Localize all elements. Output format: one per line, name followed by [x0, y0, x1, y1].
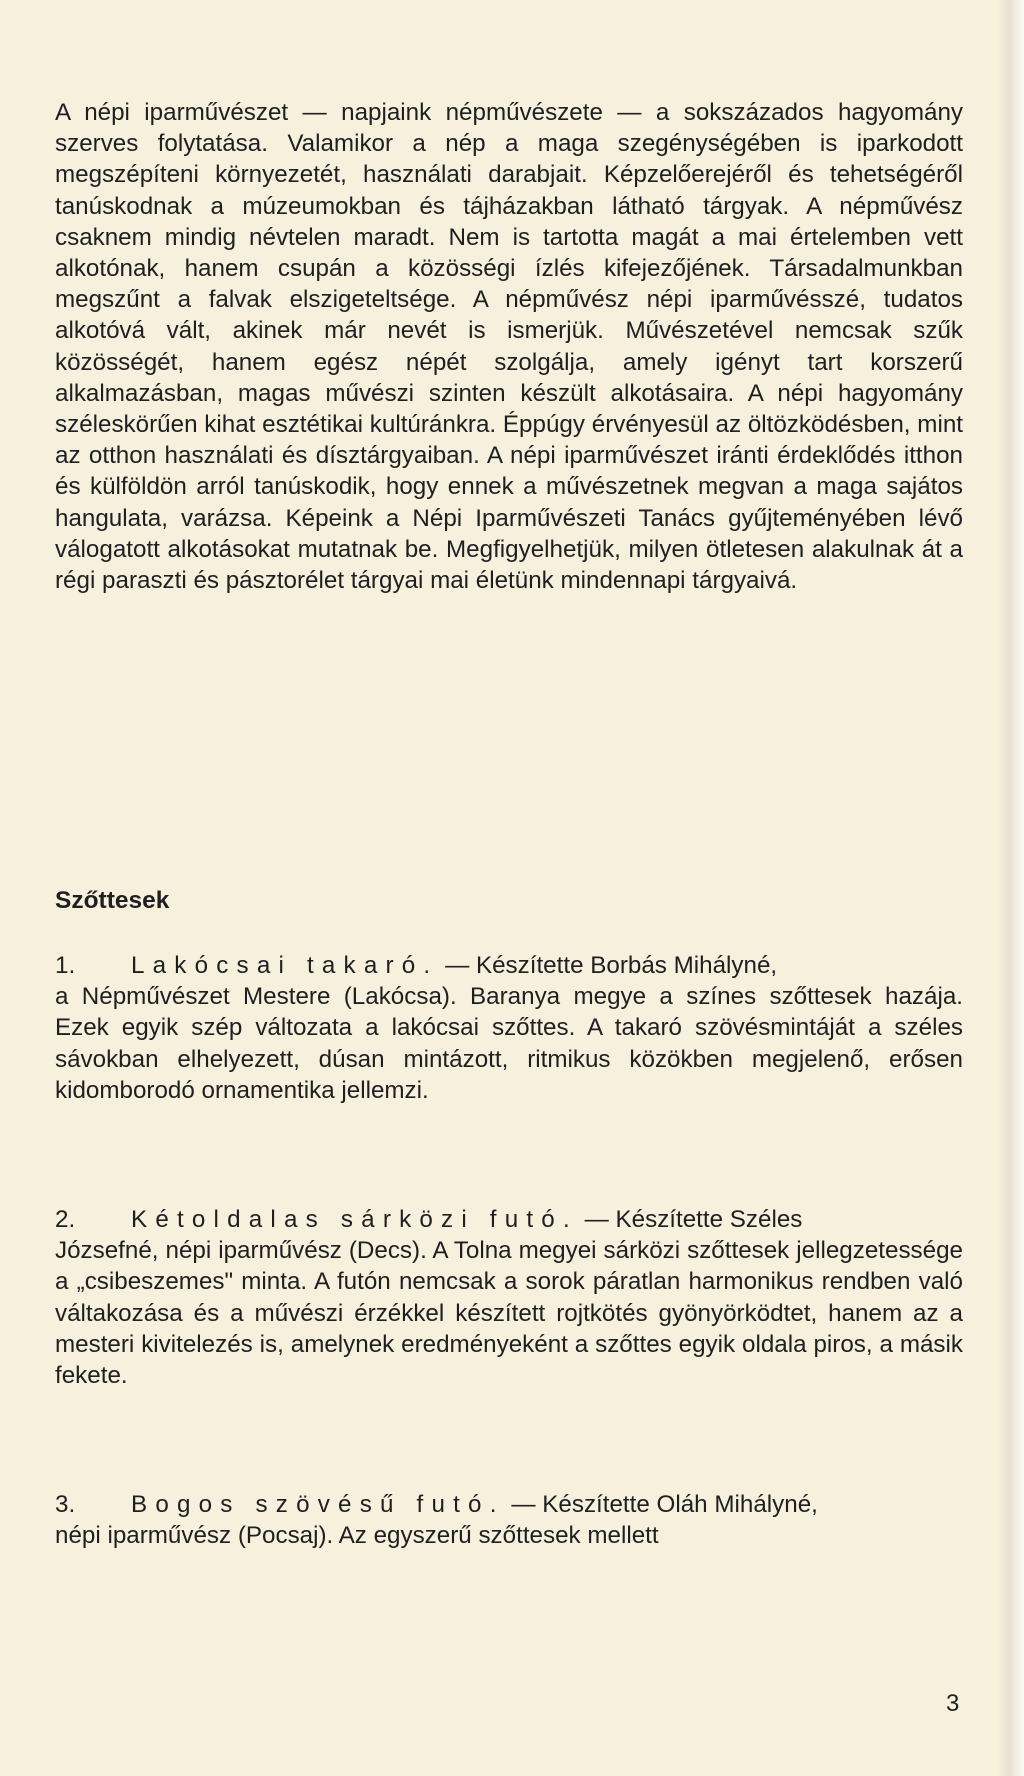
page-number: 3 — [946, 1690, 960, 1717]
item-title: Bogos szövésű futó. — [131, 1491, 505, 1518]
item-title: Kétoldalas sárközi futó. — [131, 1206, 578, 1233]
list-item — [55, 1489, 963, 1551]
section-heading: Szőttesek — [55, 887, 170, 914]
page-edge — [998, 0, 1024, 1776]
item-title: Lakócsai takaró. — [131, 952, 439, 979]
item-body: a Népművészet Mestere (Lakócsa). Baranya megye a színes szőttesek hazája. Ezek egyik szép változata a lakócsai szőttes. A takaró szövésmintáját a széles sávokban elhelyezett, dúsan mintázott, ritmikus közökben megjelenő, erősen kidomborodó ornamentika jellemzi. — [55, 983, 963, 1104]
item-first-line: — Készítette Oláh Mihályné, — [511, 1491, 818, 1518]
list-item — [55, 950, 963, 1106]
intro-paragraph: A népi iparművészet — napjaink népművészete — a sokszázados hagyomány szerves folytatása. Valamikor a nép a maga szegénységében is iparkodott megszépíteni környezetét, használati darabjait. Képzelőerejéről és tehetségéről tanúskodnak a múzeumokban és tájházakban látható tárgyak. A népművész csaknem mindig névtelen maradt. Nem is tartotta magát a mai értelemben vett alkotónak, hanem csupán a közösségi ízlés kifejezőjének. Társadalmunkban megszűnt a falvak elszigeteltsége. A népművész népi iparművésszé, tudatos alkotóvá vált, akinek már nevét is ismerjük. Művészetével nemcsak szűk közösségét, hanem egész népét szolgálja, amely igényt tart korszerű alkalmazásban, magas művészi szinten készült alkotásaira. A népi hagyomány széleskörűen kihat esztétikai kultúránkra. Éppúgy érvényesül az öltözködésben, mint az otthon használati és dísztárgyaiban. A népi iparművészet iránti érdeklődés itthon és külföldön arról tanúskodik, hogy ennek a művészetnek megvan a maga sajátos hangulata, varázsa. Képeink a Népi Iparművészeti Tanács gyűjteményében lévő válogatott alkotásokat mutatnak be. Megfigyelhetjük, milyen ötletesen alakulnak át a régi paraszti és pásztorélet tárgyai mai életünk mindennapi tárgyaivá. — [55, 99, 963, 595]
item-lead — [131, 1204, 963, 1235]
item-first-line: — Készítette Borbás Mihályné, — [445, 952, 778, 979]
item-lead — [131, 950, 963, 981]
item-body: Józsefné, népi iparművész (Decs). A Tolna megyei sárközi szőttesek jellegzetessége a „csibeszemes" minta. A futón nemcsak a sorok páratlan harmonikus rendben való váltakozása és a művészi érzékkel készített rojtkötés gyönyörködtet, hanem az a mesteri kivitelezés is, amelynek eredményeként a szőttes egyik oldala piros, a másik fekete. — [55, 1237, 963, 1390]
list-item — [55, 1204, 963, 1391]
item-number: 3. — [55, 1491, 76, 1518]
item-number: 2. — [55, 1206, 76, 1233]
item-first-line: — Készítette Széles — [584, 1206, 803, 1233]
item-body: népi iparművész (Pocsaj). Az egyszerű szőttesek mellett — [55, 1522, 659, 1550]
item-number: 1. — [55, 952, 76, 979]
item-lead — [131, 1489, 963, 1520]
intro-text — [55, 97, 963, 596]
